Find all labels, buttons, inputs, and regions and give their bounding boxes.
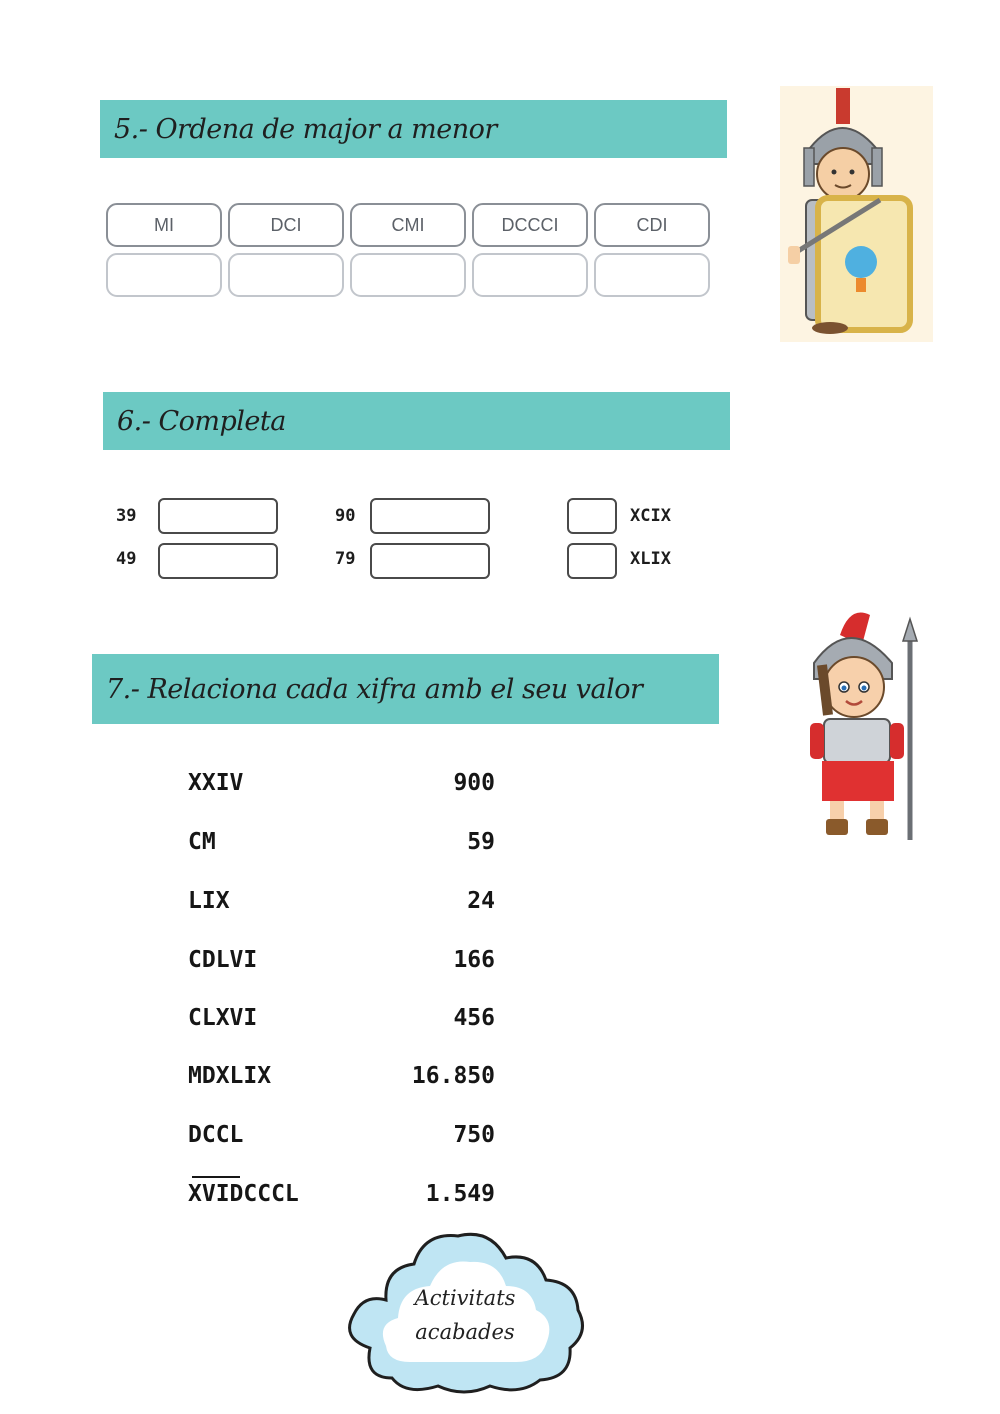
section-7-banner bbox=[92, 654, 719, 724]
cloud-text-line1: Activitats bbox=[414, 1286, 516, 1310]
answer-slot[interactable] bbox=[106, 253, 222, 297]
value-item: 456 bbox=[453, 1005, 495, 1031]
order-grid bbox=[106, 203, 712, 297]
roman-item: MDXLIX bbox=[188, 1063, 272, 1089]
order-item: CMI bbox=[350, 203, 466, 247]
section-6-title: 6.- Completa bbox=[117, 405, 286, 437]
roman-item: LIX bbox=[188, 888, 230, 914]
section-6-banner bbox=[103, 392, 730, 450]
thousands-overline bbox=[192, 1176, 240, 1178]
activities-finished-button[interactable] bbox=[340, 1228, 590, 1398]
order-item: MI bbox=[106, 203, 222, 247]
value-item: 166 bbox=[453, 947, 495, 973]
roman-item: CLXVI bbox=[188, 1005, 258, 1031]
answer-box[interactable] bbox=[567, 543, 617, 579]
roman-soldier-shield-illustration bbox=[780, 86, 933, 342]
answer-slot[interactable] bbox=[350, 253, 466, 297]
section-5-title: 5.- Ordena de major a menor bbox=[114, 113, 497, 145]
answer-box[interactable] bbox=[567, 498, 617, 534]
value-item: 750 bbox=[453, 1122, 495, 1148]
answer-slot[interactable] bbox=[472, 253, 588, 297]
answer-slot[interactable] bbox=[594, 253, 710, 297]
roman-item: CDLVI bbox=[188, 947, 258, 973]
roman-number: XCIX bbox=[630, 506, 671, 526]
arabic-number: 90 bbox=[335, 506, 356, 526]
roman-item: XVIDCCCL bbox=[188, 1181, 299, 1207]
value-item: 900 bbox=[453, 770, 495, 796]
order-item: CDI bbox=[594, 203, 710, 247]
roman-item: DCCL bbox=[188, 1122, 244, 1148]
arabic-number: 39 bbox=[116, 506, 137, 526]
roman-item: CM bbox=[188, 829, 216, 855]
answer-box[interactable] bbox=[370, 543, 490, 579]
answer-box[interactable] bbox=[158, 498, 278, 534]
cloud-icon bbox=[340, 1228, 590, 1398]
value-item: 59 bbox=[467, 829, 495, 855]
order-item: DCI bbox=[228, 203, 344, 247]
answer-slot[interactable] bbox=[228, 253, 344, 297]
arabic-number: 79 bbox=[335, 549, 356, 569]
answer-box[interactable] bbox=[370, 498, 490, 534]
section-7-title: 7.- Relaciona cada xifra amb el seu valor bbox=[106, 673, 643, 705]
value-item: 1.549 bbox=[425, 1181, 495, 1207]
roman-soldier-spear-illustration bbox=[800, 605, 930, 845]
section-5-banner bbox=[100, 100, 727, 158]
arabic-number: 49 bbox=[116, 549, 137, 569]
value-item: 16.850 bbox=[411, 1063, 495, 1089]
value-item: 24 bbox=[467, 888, 495, 914]
roman-number: XLIX bbox=[630, 549, 671, 569]
answer-box[interactable] bbox=[158, 543, 278, 579]
roman-item: XXIV bbox=[188, 770, 244, 796]
order-item: DCCCI bbox=[472, 203, 588, 247]
cloud-text-line2: acabades bbox=[415, 1320, 515, 1344]
